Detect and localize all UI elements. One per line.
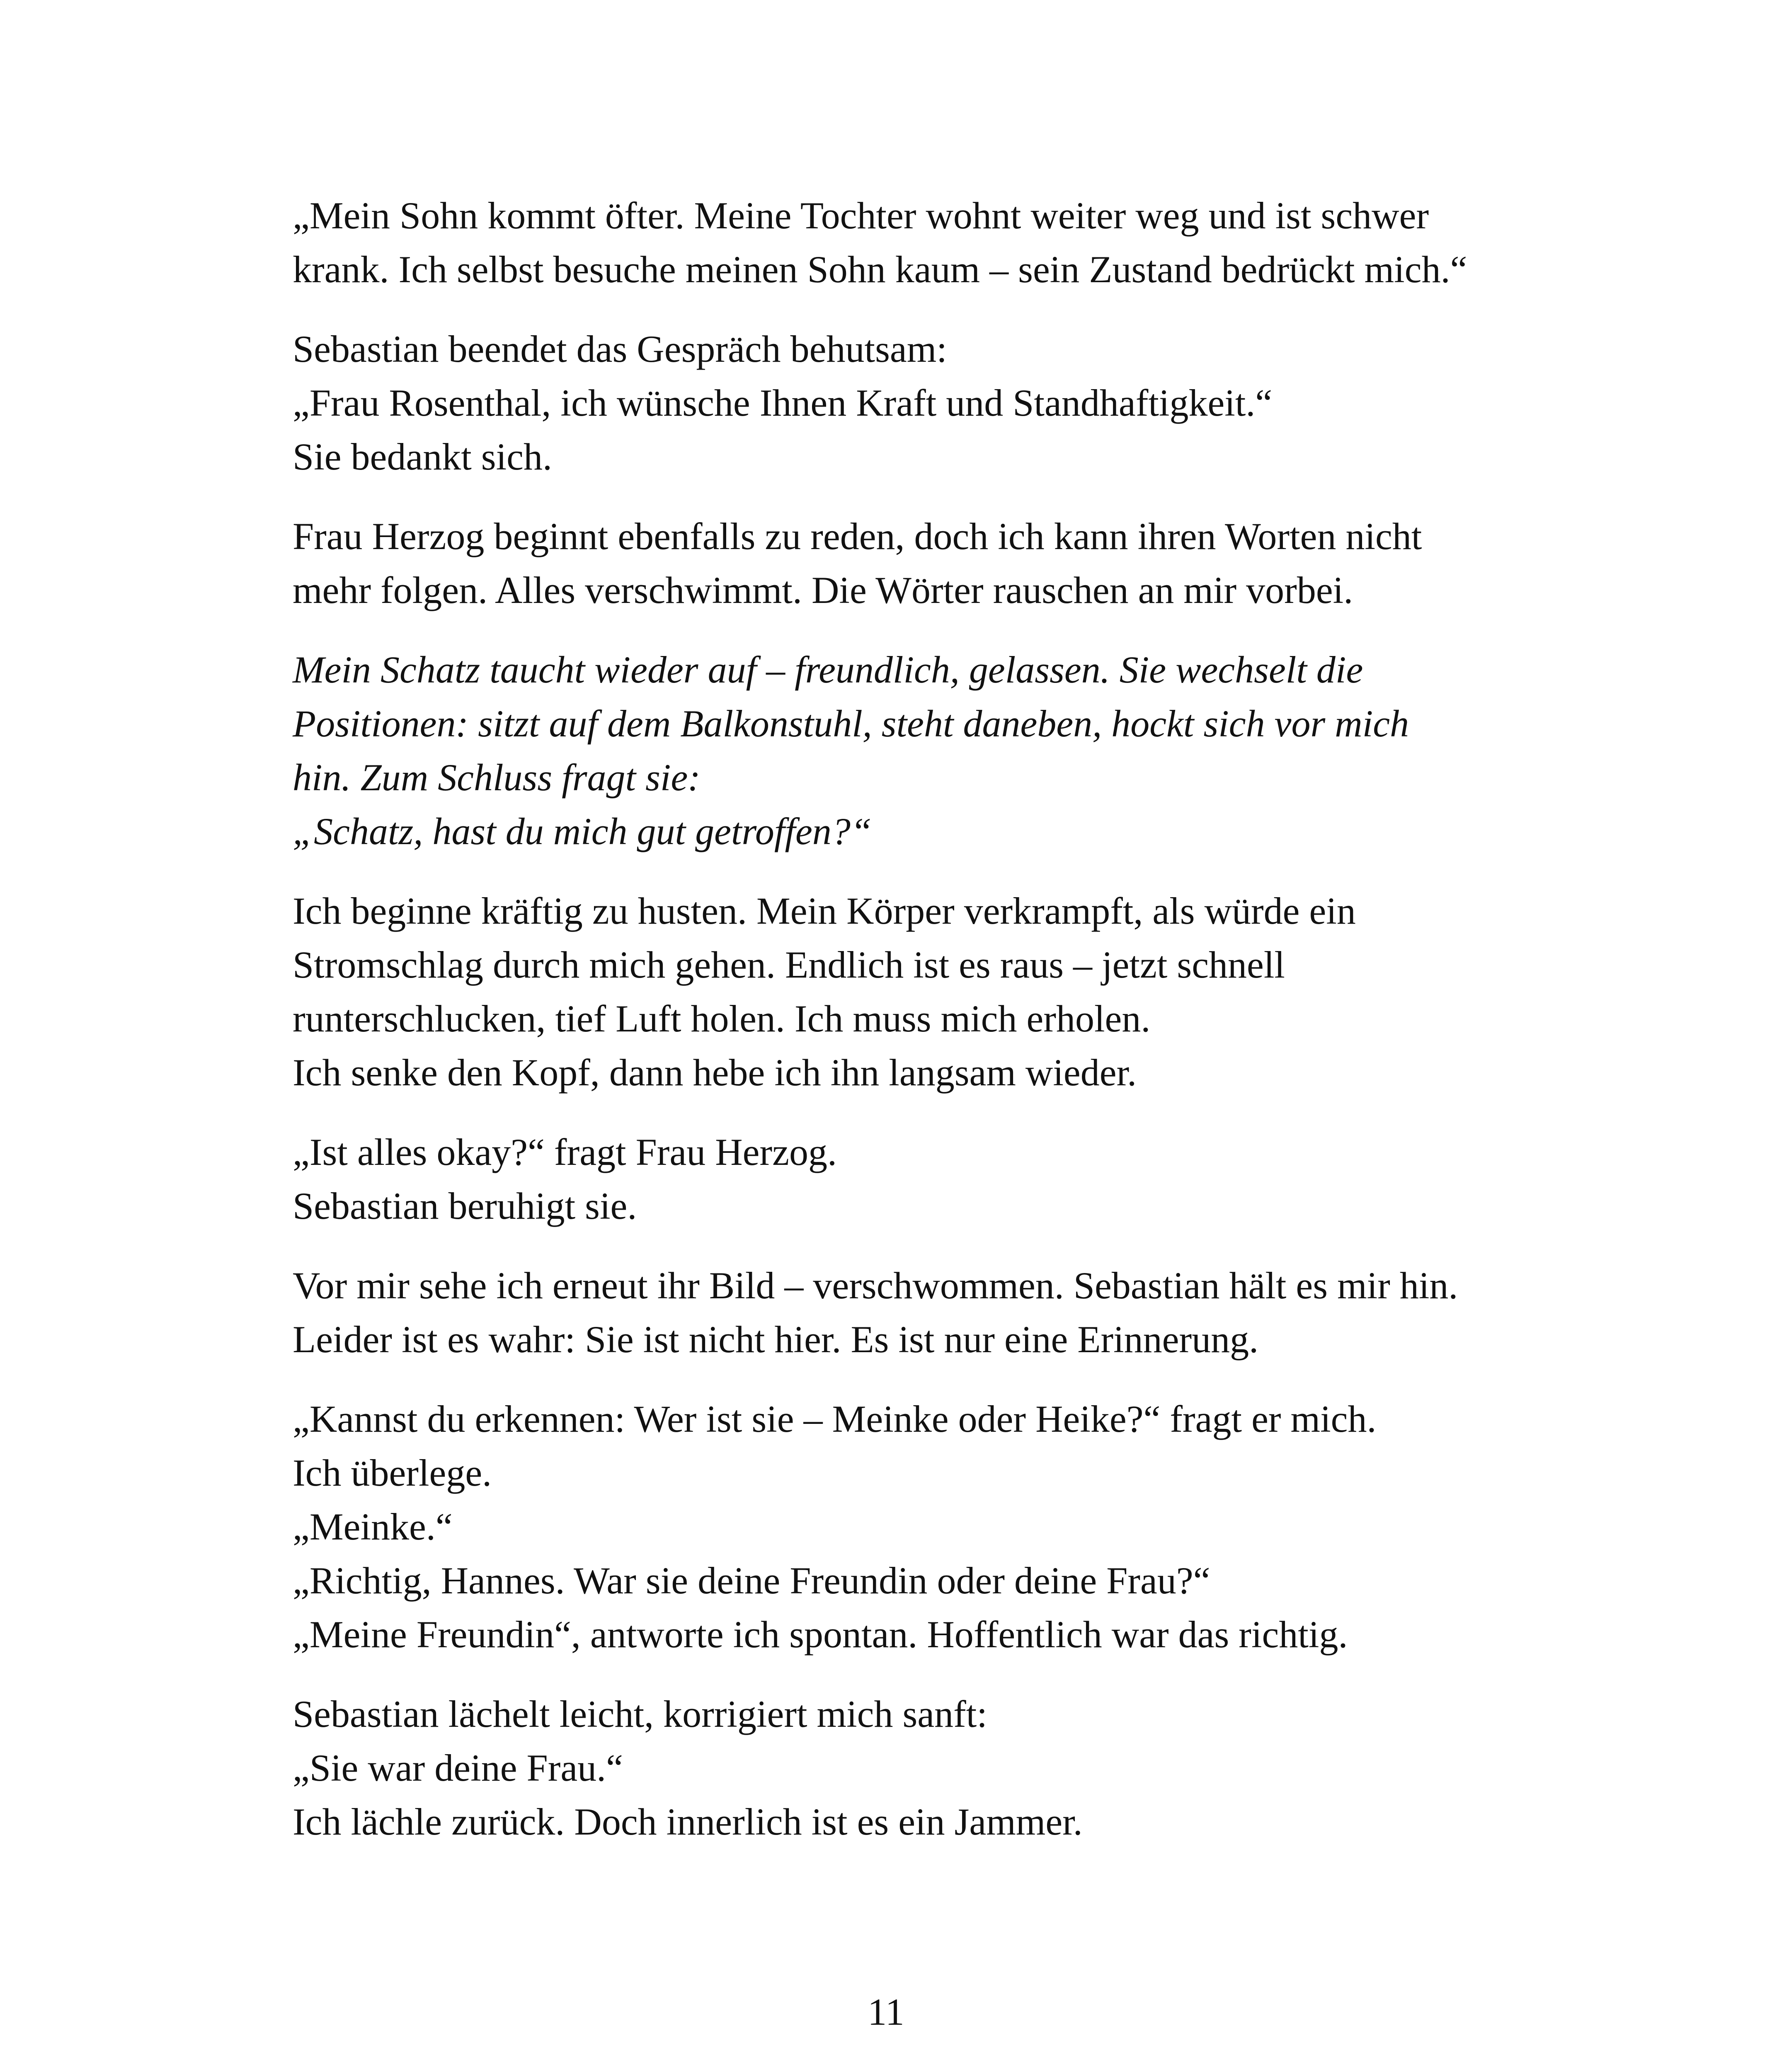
text-line: Frau Herzog beginnt ebenfalls zu reden, doch ich kann ihren Worten nicht (293, 515, 1422, 557)
text-line: mehr folgen. Alles verschwimmt. Die Wörter rauschen an mir vorbei. (293, 569, 1353, 611)
text-line: „Richtig, Hannes. War sie deine Freundin oder deine Frau?“ (293, 1559, 1210, 1602)
paragraph (293, 884, 1569, 1099)
text-line: „Frau Rosenthal, ich wünsche Ihnen Kraft und Standhaftigkeit.“ (293, 382, 1273, 424)
text-line: „Ist alles okay?“ fragt Frau Herzog. (293, 1131, 837, 1173)
text-line: Vor mir sehe ich erneut ihr Bild – verschwommen. Sebastian hält es mir hin. (293, 1264, 1458, 1307)
paragraph (293, 1392, 1569, 1661)
paragraph (293, 1259, 1569, 1366)
text-line: Leider ist es wahr: Sie ist nicht hier. Es ist nur eine Erinnerung. (293, 1318, 1259, 1360)
text-line: Ich überlege. (293, 1452, 492, 1494)
paragraph (293, 322, 1569, 484)
text-line: Sebastian lächelt leicht, korrigiert mich sanft: (293, 1693, 987, 1735)
page-number: 11 (868, 1991, 904, 2033)
text-line: „Meine Freundin“, antworte ich spontan. Hoffentlich war das richtig. (293, 1613, 1348, 1656)
text-line: krank. Ich selbst besuche meinen Sohn kaum – sein Zustand bedrückt mich.“ (293, 248, 1467, 290)
text-line: Sebastian beruhigt sie. (293, 1185, 637, 1227)
text-line: Ich lächle zurück. Doch innerlich ist es ein Jammer. (293, 1801, 1083, 1843)
text-line: „Schatz, hast du mich gut getroffen?“ (293, 810, 872, 852)
text-line: „Meinke.“ (293, 1506, 453, 1548)
text-line: Sebastian beendet das Gespräch behutsam: (293, 328, 947, 370)
paragraph (293, 509, 1569, 617)
body-text (293, 189, 1569, 1874)
paragraph (293, 643, 1569, 858)
text-line: Ich beginne kräftig zu husten. Mein Körper verkrampft, als würde ein (293, 890, 1356, 932)
paragraph (293, 189, 1569, 296)
text-line: Mein Schatz taucht wieder auf – freundlich, gelassen. Sie wechselt die (293, 649, 1363, 691)
text-line: „Kannst du erkennen: Wer ist sie – Meinke oder Heike?“ fragt er mich. (293, 1398, 1377, 1440)
text-line: Stromschlag durch mich gehen. Endlich ist es raus – jetzt schnell (293, 944, 1285, 986)
text-line: Sie bedankt sich. (293, 436, 552, 478)
text-line: „Sie war deine Frau.“ (293, 1747, 623, 1789)
text-line: hin. Zum Schluss fragt sie: (293, 756, 701, 799)
text-line: Ich senke den Kopf, dann hebe ich ihn langsam wieder. (293, 1051, 1137, 1094)
paragraph (293, 1125, 1569, 1233)
paragraph (293, 1687, 1569, 1849)
text-line: runterschlucken, tief Luft holen. Ich muss mich erholen. (293, 997, 1151, 1040)
text-line: „Mein Sohn kommt öfter. Meine Tochter wohnt weiter weg und ist schwer (293, 194, 1429, 237)
text-line: Positionen: sitzt auf dem Balkonstuhl, steht daneben, hockt sich vor mich (293, 702, 1409, 745)
